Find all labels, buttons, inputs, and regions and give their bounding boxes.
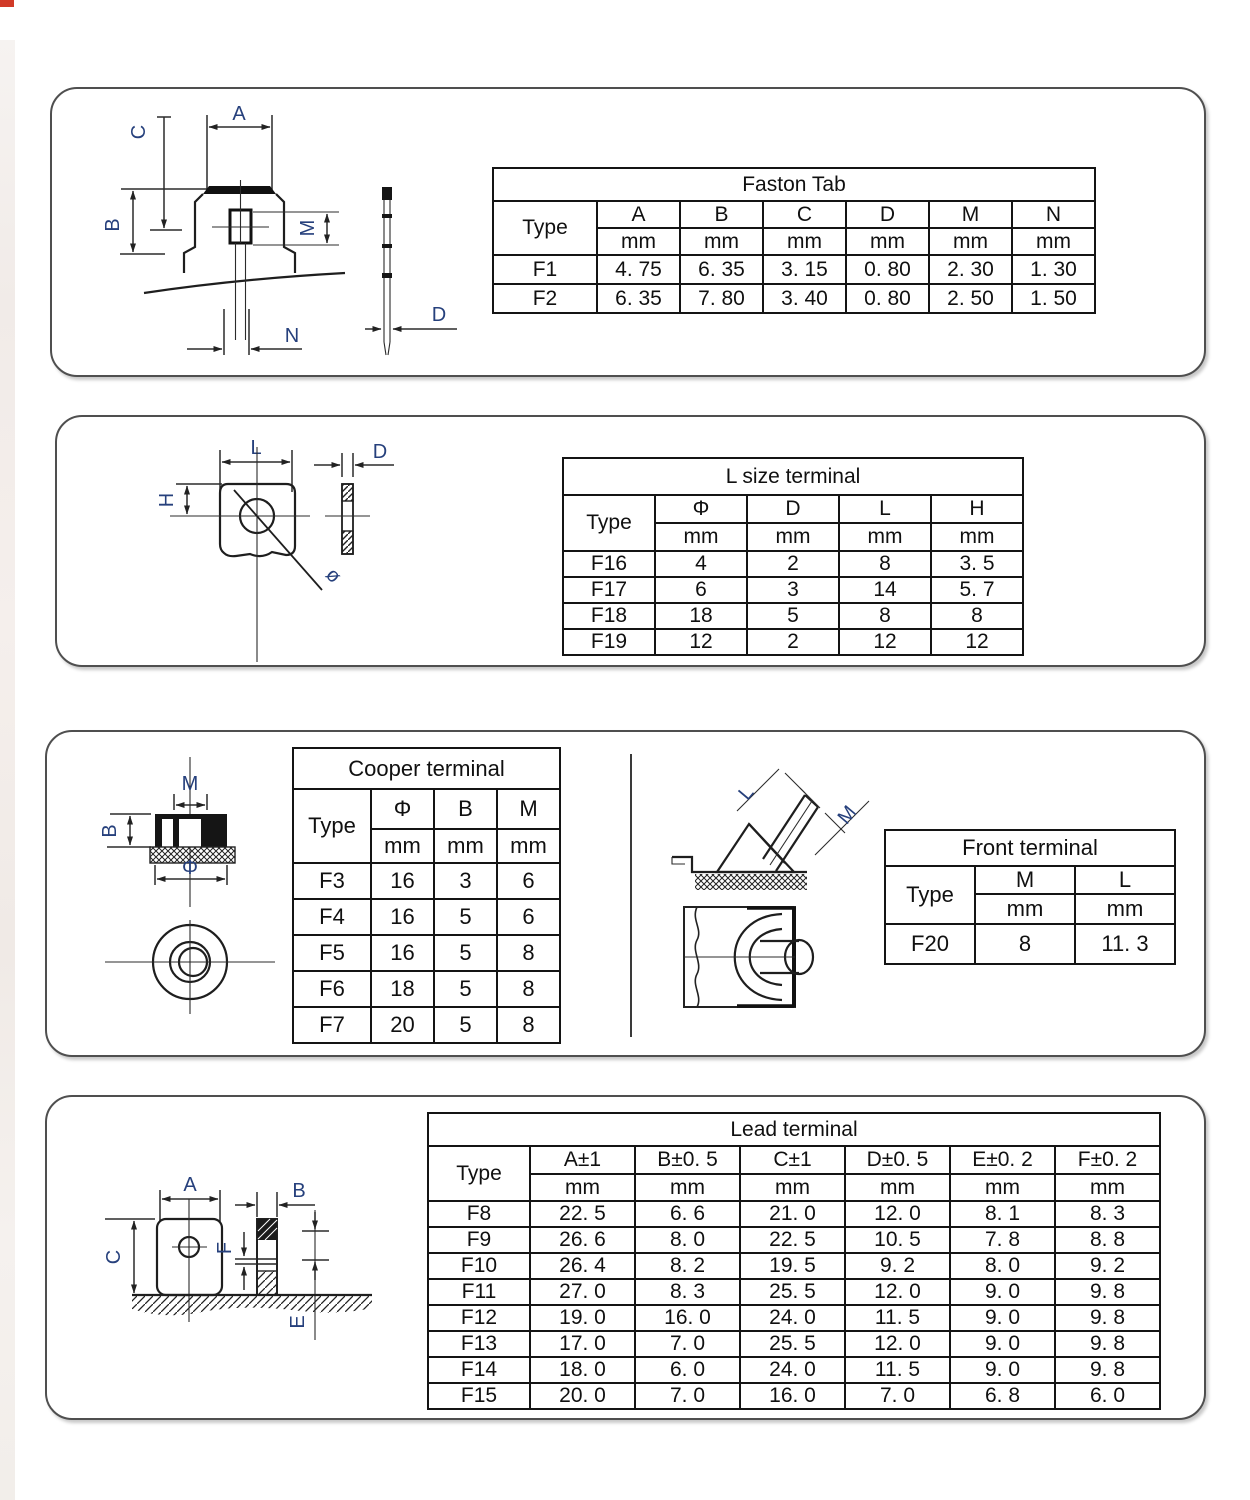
table-row: [428, 1357, 1160, 1383]
corner-red-mark: [0, 0, 14, 7]
type-cell: F12: [428, 1305, 530, 1331]
type-column-header: Type: [885, 866, 975, 924]
table-row: [563, 577, 1023, 603]
column-header: M: [929, 201, 1012, 228]
front-view: [102, 103, 345, 355]
column-header: A: [597, 201, 680, 228]
table-title: Cooper terminal: [293, 748, 560, 789]
value-cell: 6. 35: [597, 284, 680, 313]
value-cell: 1. 50: [1012, 284, 1095, 313]
value-cell: 5: [434, 899, 497, 935]
value-cell: 12. 0: [845, 1331, 950, 1357]
type-cell: F10: [428, 1253, 530, 1279]
unit-cell: mm: [931, 523, 1023, 551]
value-cell: 6. 8: [950, 1383, 1055, 1409]
value-cell: 9. 8: [1055, 1279, 1160, 1305]
value-cell: 16: [371, 899, 434, 935]
value-cell: 7. 0: [635, 1383, 740, 1409]
dim-label-l: L: [250, 437, 262, 459]
dim-label-d: D: [431, 304, 447, 326]
value-cell: 8. 0: [950, 1253, 1055, 1279]
dim-label-phi: Φ: [182, 857, 198, 879]
side-view: [99, 757, 235, 907]
value-cell: 9. 0: [950, 1305, 1055, 1331]
type-cell: F8: [428, 1201, 530, 1227]
column-header: M: [497, 789, 560, 829]
l-size-terminal-drawing: [132, 432, 442, 667]
value-cell: 25. 5: [740, 1279, 845, 1305]
front-view: [684, 907, 813, 1007]
value-cell: 27. 0: [530, 1279, 635, 1305]
column-header: Φ: [371, 789, 434, 829]
value-cell: 9. 8: [1055, 1305, 1160, 1331]
column-header: D: [747, 495, 839, 523]
value-cell: 3. 15: [763, 255, 846, 284]
value-cell: 8: [931, 603, 1023, 629]
unit-cell: mm: [434, 829, 497, 863]
value-cell: 6. 0: [635, 1357, 740, 1383]
value-cell: 11. 3: [1075, 924, 1175, 964]
page-edge-texture: [0, 40, 15, 1500]
dim-label-a: A: [232, 103, 246, 125]
type-cell: F1: [493, 255, 597, 284]
faston-tab-drawing: [87, 97, 472, 369]
panel-lead-terminal: [45, 1095, 1206, 1420]
ground-hatch: [132, 1295, 372, 1315]
unit-cell: mm: [371, 829, 434, 863]
unit-cell: mm: [839, 523, 931, 551]
unit-cell: mm: [597, 228, 680, 255]
value-cell: 8. 1: [950, 1201, 1055, 1227]
value-cell: 10. 5: [845, 1227, 950, 1253]
value-cell: 12: [931, 629, 1023, 655]
column-header: B±0. 5: [635, 1146, 740, 1174]
value-cell: 12: [655, 629, 747, 655]
value-cell: 26. 6: [530, 1227, 635, 1253]
value-cell: 6. 35: [680, 255, 763, 284]
value-cell: 6: [497, 863, 560, 899]
front-terminal-table: [884, 829, 1176, 965]
value-cell: 8: [497, 1007, 560, 1043]
value-cell: 9. 0: [950, 1357, 1055, 1383]
unit-cell: mm: [1012, 228, 1095, 255]
table-row: [563, 603, 1023, 629]
type-cell: F15: [428, 1383, 530, 1409]
column-header: L: [839, 495, 931, 523]
unit-cell: mm: [929, 228, 1012, 255]
dim-label-l: L: [734, 781, 759, 805]
dim-label-d: D: [372, 441, 388, 463]
table-row: [885, 924, 1175, 964]
table-row: [428, 1331, 1160, 1357]
unit-cell: mm: [845, 1174, 950, 1201]
cooper-terminal-drawing: [87, 752, 302, 1052]
value-cell: 19. 5: [740, 1253, 845, 1279]
value-cell: 19. 0: [530, 1305, 635, 1331]
value-cell: 14: [839, 577, 931, 603]
dim-label-b: B: [102, 218, 124, 232]
unit-cell: mm: [747, 523, 839, 551]
value-cell: 8. 3: [1055, 1201, 1160, 1227]
panel-l-size-terminal: [55, 415, 1206, 667]
type-cell: F11: [428, 1279, 530, 1305]
type-cell: F4: [293, 899, 371, 935]
type-column-header: Type: [493, 201, 597, 255]
table-title: Faston Tab: [493, 168, 1095, 201]
type-cell: F20: [885, 924, 975, 964]
post-view: [214, 1180, 329, 1340]
value-cell: 25. 5: [740, 1331, 845, 1357]
table-row: [563, 551, 1023, 577]
table-row: [293, 863, 560, 899]
value-cell: 3: [747, 577, 839, 603]
value-cell: 20: [371, 1007, 434, 1043]
panel-faston-tab: [50, 87, 1206, 377]
value-cell: 5. 7: [931, 577, 1023, 603]
value-cell: 6: [497, 899, 560, 935]
dim-label-c: C: [103, 1249, 125, 1265]
value-cell: 16. 0: [635, 1305, 740, 1331]
value-cell: 11. 5: [845, 1305, 950, 1331]
column-header: Φ: [655, 495, 747, 523]
value-cell: 16: [371, 863, 434, 899]
value-cell: 9. 2: [1055, 1253, 1160, 1279]
unit-cell: mm: [530, 1174, 635, 1201]
value-cell: 7. 0: [635, 1331, 740, 1357]
value-cell: 5: [434, 971, 497, 1007]
value-cell: 1. 30: [1012, 255, 1095, 284]
unit-cell: mm: [635, 1174, 740, 1201]
column-header: H: [931, 495, 1023, 523]
value-cell: 18: [371, 971, 434, 1007]
value-cell: 2. 50: [929, 284, 1012, 313]
unit-cell: mm: [680, 228, 763, 255]
column-header: N: [1012, 201, 1095, 228]
value-cell: 26. 4: [530, 1253, 635, 1279]
value-cell: 8. 2: [635, 1253, 740, 1279]
value-cell: 7. 80: [680, 284, 763, 313]
dim-label-m: M: [833, 801, 862, 829]
column-header: M: [975, 866, 1075, 894]
table-row: [293, 971, 560, 1007]
type-column-header: Type: [563, 495, 655, 551]
type-cell: F6: [293, 971, 371, 1007]
value-cell: 9. 0: [950, 1331, 1055, 1357]
type-cell: F16: [563, 551, 655, 577]
value-cell: 12. 0: [845, 1201, 950, 1227]
type-cell: F2: [493, 284, 597, 313]
type-cell: F19: [563, 629, 655, 655]
table-row: [293, 899, 560, 935]
table-row: [563, 629, 1023, 655]
table-title: L size terminal: [563, 458, 1023, 495]
value-cell: 2: [747, 551, 839, 577]
value-cell: 5: [434, 1007, 497, 1043]
table-row: [428, 1305, 1160, 1331]
dim-label-b: B: [99, 824, 121, 838]
table-title: Lead terminal: [428, 1113, 1160, 1146]
column-header: C: [763, 201, 846, 228]
column-header: F±0. 2: [1055, 1146, 1160, 1174]
value-cell: 8. 0: [635, 1227, 740, 1253]
value-cell: 16: [371, 935, 434, 971]
dim-label-b: B: [292, 1180, 306, 1202]
dim-label-f: F: [214, 1241, 236, 1255]
table-row: [428, 1227, 1160, 1253]
value-cell: 6. 6: [635, 1201, 740, 1227]
side-view: [365, 187, 457, 355]
value-cell: 5: [747, 603, 839, 629]
unit-cell: mm: [950, 1174, 1055, 1201]
dim-label-n: N: [284, 325, 300, 347]
table-row: [493, 255, 1095, 284]
value-cell: 8: [497, 935, 560, 971]
column-header: A±1: [530, 1146, 635, 1174]
column-header: C±1: [740, 1146, 845, 1174]
value-cell: 12. 0: [845, 1279, 950, 1305]
value-cell: 6. 0: [1055, 1383, 1160, 1409]
value-cell: 8: [839, 551, 931, 577]
type-cell: F18: [563, 603, 655, 629]
dim-label-e: E: [287, 1315, 309, 1329]
side-view: [672, 769, 869, 890]
dim-label-m: M: [297, 219, 319, 237]
value-cell: 5: [434, 935, 497, 971]
value-cell: 6: [655, 577, 747, 603]
value-cell: 0. 80: [846, 255, 929, 284]
value-cell: 2: [747, 629, 839, 655]
column-header: D: [846, 201, 929, 228]
lead-terminal-table: [427, 1112, 1161, 1410]
unit-cell: mm: [740, 1174, 845, 1201]
side-section-view: [314, 441, 394, 554]
type-cell: F7: [293, 1007, 371, 1043]
value-cell: 8: [975, 924, 1075, 964]
value-cell: 22. 5: [530, 1201, 635, 1227]
value-cell: 24. 0: [740, 1357, 845, 1383]
table-row: [428, 1201, 1160, 1227]
top-view: [105, 920, 275, 1014]
faston-tab-table: [492, 167, 1096, 314]
base-hatch: [695, 874, 807, 890]
dim-label-phi: ø: [321, 563, 346, 588]
value-cell: 22. 5: [740, 1227, 845, 1253]
value-cell: 3. 40: [763, 284, 846, 313]
value-cell: 7. 0: [845, 1383, 950, 1409]
value-cell: 4: [655, 551, 747, 577]
value-cell: 9. 0: [950, 1279, 1055, 1305]
value-cell: 3. 5: [931, 551, 1023, 577]
value-cell: 3: [434, 863, 497, 899]
unit-cell: mm: [763, 228, 846, 255]
value-cell: 8: [839, 603, 931, 629]
l-size-terminal-table: [562, 457, 1024, 656]
column-header: B: [434, 789, 497, 829]
value-cell: 24. 0: [740, 1305, 845, 1331]
unit-cell: mm: [497, 829, 560, 863]
value-cell: 9. 8: [1055, 1331, 1160, 1357]
value-cell: 2. 30: [929, 255, 1012, 284]
type-cell: F9: [428, 1227, 530, 1253]
unit-cell: mm: [975, 894, 1075, 924]
unit-cell: mm: [655, 523, 747, 551]
type-column-header: Type: [428, 1146, 530, 1201]
type-cell: F5: [293, 935, 371, 971]
type-column-header: Type: [293, 789, 371, 863]
column-header: E±0. 2: [950, 1146, 1055, 1174]
unit-cell: mm: [1075, 894, 1175, 924]
type-cell: F14: [428, 1357, 530, 1383]
value-cell: 9. 8: [1055, 1357, 1160, 1383]
table-row: [293, 935, 560, 971]
dim-label-a: A: [183, 1174, 197, 1196]
value-cell: 20. 0: [530, 1383, 635, 1409]
column-header: L: [1075, 866, 1175, 894]
value-cell: 9. 2: [845, 1253, 950, 1279]
value-cell: 11. 5: [845, 1357, 950, 1383]
dim-label-h: H: [156, 492, 178, 508]
value-cell: 7. 8: [950, 1227, 1055, 1253]
table-row: [428, 1383, 1160, 1409]
panel-cooper-front-terminal: [45, 730, 1206, 1057]
value-cell: 8. 3: [635, 1279, 740, 1305]
value-cell: 17. 0: [530, 1331, 635, 1357]
table-row: [428, 1279, 1160, 1305]
tab-cap: [203, 186, 276, 194]
column-header: B: [680, 201, 763, 228]
table-row: [293, 1007, 560, 1043]
table-title: Front terminal: [885, 830, 1175, 866]
unit-cell: mm: [1055, 1174, 1160, 1201]
panel-divider: [630, 754, 632, 1037]
value-cell: 4. 75: [597, 255, 680, 284]
unit-cell: mm: [846, 228, 929, 255]
column-header: D±0. 5: [845, 1146, 950, 1174]
front-terminal-drawing: [647, 767, 882, 1047]
value-cell: 12: [839, 629, 931, 655]
value-cell: 16. 0: [740, 1383, 845, 1409]
dim-label-m: M: [181, 773, 199, 795]
dim-label-c: C: [128, 124, 150, 140]
value-cell: 0. 80: [846, 284, 929, 313]
value-cell: 8. 8: [1055, 1227, 1160, 1253]
table-row: [428, 1253, 1160, 1279]
type-cell: F13: [428, 1331, 530, 1357]
value-cell: 18. 0: [530, 1357, 635, 1383]
value-cell: 21. 0: [740, 1201, 845, 1227]
type-cell: F3: [293, 863, 371, 899]
plate-view: [156, 437, 345, 662]
lead-terminal-drawing: [97, 1152, 397, 1402]
table-row: [493, 284, 1095, 313]
cooper-terminal-table: [292, 747, 561, 1044]
value-cell: 8: [497, 971, 560, 1007]
value-cell: 18: [655, 603, 747, 629]
type-cell: F17: [563, 577, 655, 603]
